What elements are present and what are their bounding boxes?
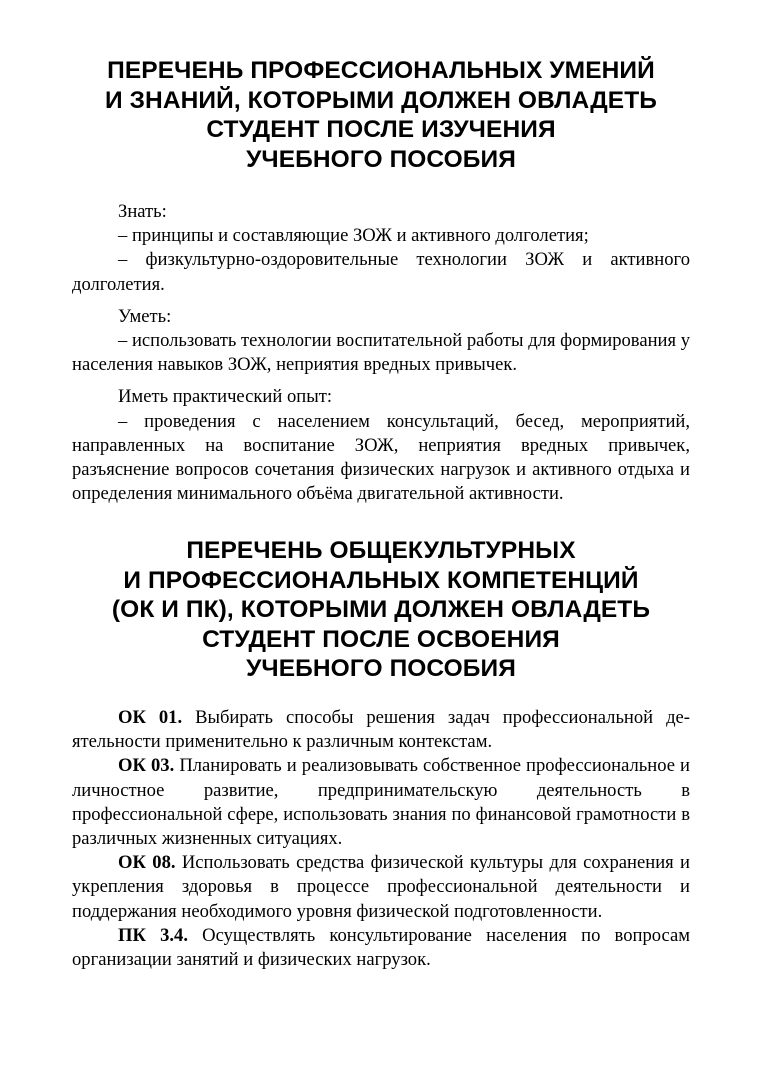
know-block <box>72 200 690 297</box>
competency-code: ПК 3.4. <box>118 924 188 946</box>
competency-text: Выбирать способы решения задач профессиональной деятельности применительно к различным контекстам. <box>72 706 690 753</box>
competency-code: ОК 03. <box>118 755 175 777</box>
experience-item: – проведения с населением консультаций, бесед, мероприятий, направленных на воспитание ЗОЖ, неприятия вредных привычек, разъяснение вопросов сочетания физических нагрузок и активного отдыха и определения минимального объёма двигательной активности. <box>72 410 690 505</box>
heading-line: СТУДЕНТ ПОСЛЕ ОСВОЕНИЯ <box>202 625 560 653</box>
competency-text: Планировать и реализовывать собственное профессиональное и личностное развитие, предпринимательскую деятельность в профессиональной сфере, использовать знания по финансовой грамотности в различных жизненных ситуациях. <box>72 755 690 849</box>
competency-item <box>72 754 690 851</box>
competency-text: Осуществлять консультирование населения по вопросам организации занятий и физических нагрузок. <box>72 924 690 970</box>
experience-block <box>72 385 690 506</box>
skills-item: – использовать технологии воспитательной работы для формирования у населения навыков ЗОЖ, неприятия вредных привычек. <box>72 330 690 376</box>
competency-item <box>72 851 690 924</box>
competencies-heading <box>72 536 690 684</box>
competency-code: ОК 08. <box>118 852 176 874</box>
skills-knowledge-section <box>72 200 690 506</box>
heading-line: И ПРОФЕССИОНАЛЬНЫХ КОМПЕТЕНЦИЙ <box>123 566 639 594</box>
heading-line: ПЕРЕЧЕНЬ ПРОФЕССИОНАЛЬНЫХ УМЕНИЙ <box>107 57 655 84</box>
competency-text: Использовать средства физической культуры для сохранения и укрепления здоровья в процессе профессиональной деятельности и поддержания необходимого уровня физической подготовленности. <box>72 852 690 922</box>
competency-code: ОК 01. <box>118 706 183 728</box>
know-item: – принципы и составляющие ЗОЖ и активного долголетия; <box>118 225 589 247</box>
heading-line: И ЗНАНИЙ, КОТОРЫМИ ДОЛЖЕН ОВЛАДЕТЬ <box>104 86 658 114</box>
heading-line: (ОК И ПК), КОТОРЫМИ ДОЛЖЕН ОВЛАДЕТЬ <box>111 596 651 624</box>
skills-label: Уметь: <box>118 305 172 327</box>
skills-knowledge-heading <box>72 56 690 174</box>
competency-item <box>72 706 690 754</box>
competencies-list <box>72 706 690 972</box>
know-label: Знать: <box>118 201 167 222</box>
experience-label: Иметь практический опыт: <box>118 386 333 408</box>
skills-block <box>72 305 690 378</box>
know-item: – физкультурно-оздоровительные технологии ЗОЖ и активного долголетия. <box>72 249 690 295</box>
heading-line: СТУДЕНТ ПОСЛЕ ИЗУЧЕНИЯ <box>206 116 556 143</box>
competency-item <box>72 924 690 972</box>
heading-line: ПЕРЕЧЕНЬ ОБЩЕКУЛЬТУРНЫХ <box>186 537 576 565</box>
heading-line: УЧЕБНОГО ПОСОБИЯ <box>246 145 516 173</box>
heading-line: УЧЕБНОГО ПОСОБИЯ <box>246 655 516 683</box>
document-page <box>72 56 690 972</box>
